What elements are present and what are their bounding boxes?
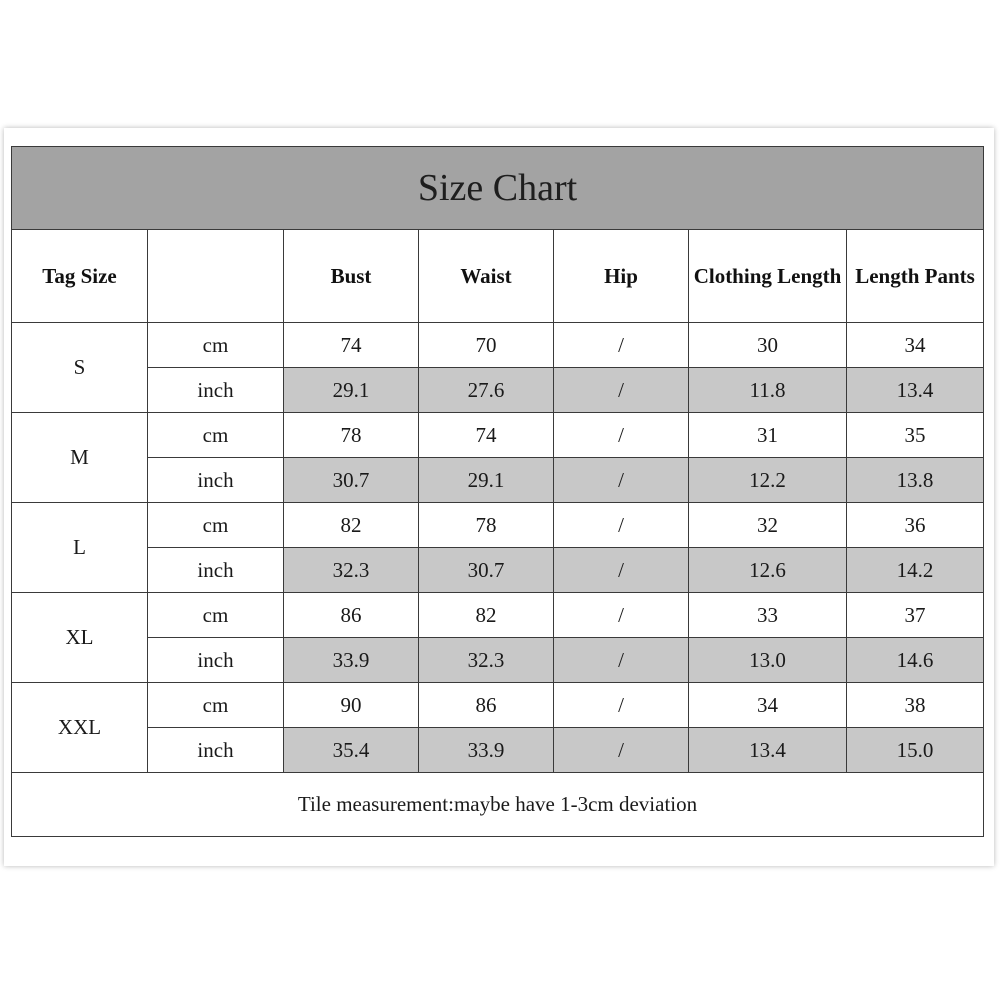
measurement-cell: /	[554, 548, 689, 593]
measurement-cell: 70	[419, 323, 554, 368]
unit-cell: cm	[148, 413, 284, 458]
table-row-xl-inch	[12, 638, 984, 683]
tag-size-cell: L	[12, 503, 148, 593]
measurement-cell: 82	[419, 593, 554, 638]
measurement-cell: 74	[419, 413, 554, 458]
size-chart-table	[11, 146, 984, 837]
measurement-cell: 29.1	[419, 458, 554, 503]
measurement-cell: 32	[689, 503, 847, 548]
measurement-cell: 30.7	[419, 548, 554, 593]
measurement-cell: /	[554, 323, 689, 368]
unit-cell: cm	[148, 593, 284, 638]
unit-cell: inch	[148, 638, 284, 683]
tag-size-cell: S	[12, 323, 148, 413]
table-row-m-cm	[12, 413, 984, 458]
measurement-cell: 78	[419, 503, 554, 548]
unit-cell: inch	[148, 728, 284, 773]
column-header-row	[12, 230, 984, 323]
unit-cell: cm	[148, 323, 284, 368]
measurement-cell: 31	[689, 413, 847, 458]
measurement-cell: 74	[284, 323, 419, 368]
column-header-waist: Waist	[419, 230, 554, 323]
measurement-cell: 30	[689, 323, 847, 368]
table-row-s-inch	[12, 368, 984, 413]
measurement-cell: 11.8	[689, 368, 847, 413]
unit-cell: inch	[148, 458, 284, 503]
measurement-note: Tile measurement:maybe have 1-3cm deviation	[12, 773, 984, 837]
measurement-cell: /	[554, 683, 689, 728]
column-header-bust: Bust	[284, 230, 419, 323]
unit-cell: cm	[148, 503, 284, 548]
table-row-s-cm	[12, 323, 984, 368]
unit-cell: inch	[148, 548, 284, 593]
measurement-cell: 36	[847, 503, 984, 548]
measurement-cell: /	[554, 503, 689, 548]
measurement-cell: /	[554, 638, 689, 683]
measurement-cell: 32.3	[419, 638, 554, 683]
table-row-xxl-inch	[12, 728, 984, 773]
tag-size-cell: M	[12, 413, 148, 503]
table-row-m-inch	[12, 458, 984, 503]
measurement-cell: 12.6	[689, 548, 847, 593]
column-header-hip: Hip	[554, 230, 689, 323]
measurement-cell: 13.8	[847, 458, 984, 503]
measurement-cell: 33.9	[284, 638, 419, 683]
measurement-cell: 13.0	[689, 638, 847, 683]
tag-size-cell: XL	[12, 593, 148, 683]
measurement-cell: /	[554, 458, 689, 503]
measurement-cell: 35.4	[284, 728, 419, 773]
unit-cell: inch	[148, 368, 284, 413]
column-header-tag-size: Tag Size	[12, 230, 148, 323]
measurement-cell: 34	[847, 323, 984, 368]
measurement-cell: 90	[284, 683, 419, 728]
tag-size-cell: XXL	[12, 683, 148, 773]
measurement-cell: 15.0	[847, 728, 984, 773]
measurement-cell: 82	[284, 503, 419, 548]
table-row-l-cm	[12, 503, 984, 548]
measurement-cell: 35	[847, 413, 984, 458]
measurement-cell: 32.3	[284, 548, 419, 593]
measurement-cell: 12.2	[689, 458, 847, 503]
column-header-length-pants: Length Pants	[847, 230, 984, 323]
measurement-cell: 29.1	[284, 368, 419, 413]
measurement-cell: 30.7	[284, 458, 419, 503]
measurement-cell: 13.4	[847, 368, 984, 413]
measurement-cell: 34	[689, 683, 847, 728]
measurement-cell: /	[554, 593, 689, 638]
table-row-xl-cm	[12, 593, 984, 638]
chart-title: Size Chart	[12, 147, 984, 230]
measurement-cell: 78	[284, 413, 419, 458]
measurement-cell: /	[554, 728, 689, 773]
measurement-cell: 86	[419, 683, 554, 728]
column-header-clothing-length: Clothing Length	[689, 230, 847, 323]
column-header-unit	[148, 230, 284, 323]
measurement-cell: 14.2	[847, 548, 984, 593]
measurement-cell: 33.9	[419, 728, 554, 773]
measurement-cell: 27.6	[419, 368, 554, 413]
measurement-cell: 14.6	[847, 638, 984, 683]
measurement-cell: 33	[689, 593, 847, 638]
table-row-l-inch	[12, 548, 984, 593]
unit-cell: cm	[148, 683, 284, 728]
measurement-cell: /	[554, 368, 689, 413]
table-row-xxl-cm	[12, 683, 984, 728]
size-table-body	[12, 323, 984, 773]
measurement-cell: 86	[284, 593, 419, 638]
measurement-cell: /	[554, 413, 689, 458]
measurement-cell: 38	[847, 683, 984, 728]
measurement-cell: 37	[847, 593, 984, 638]
measurement-cell: 13.4	[689, 728, 847, 773]
